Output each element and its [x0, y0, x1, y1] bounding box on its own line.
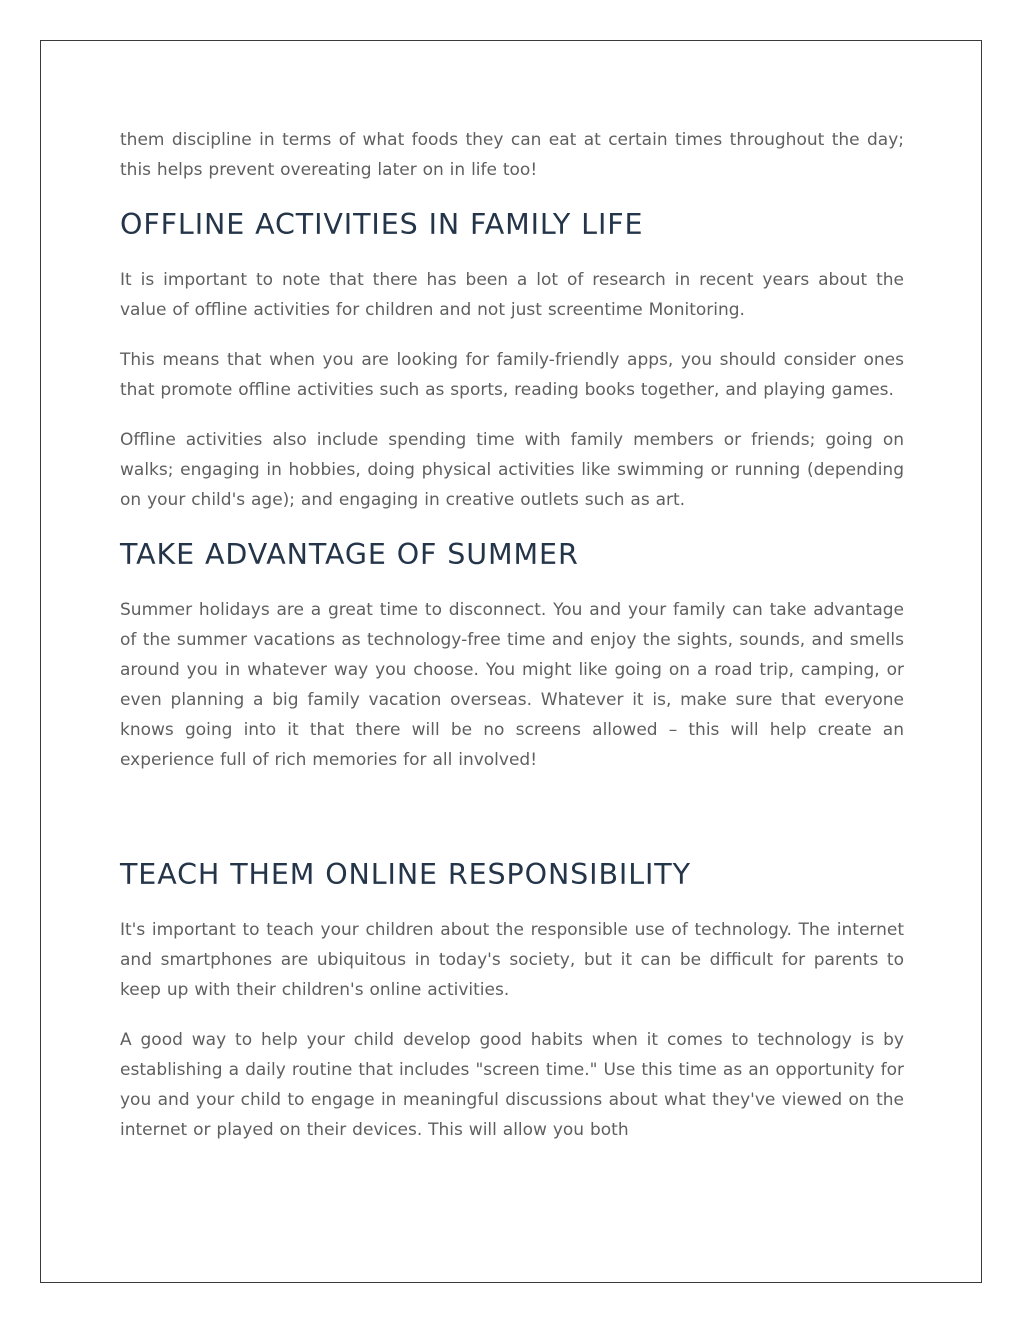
section-heading-summer: TAKE ADVANTAGE OF SUMMER [120, 538, 579, 571]
responsibility-paragraph-2: A good way to help your child develop good habits when it comes to technology is by establishing a daily routine that includes "screen time." Use this time as an opportunity for you and your child to engage in meaningful discussions about what they've viewed on the internet or played on their devices. This will allow you both [120, 1030, 904, 1140]
intro-continuation-paragraph: them discipline in terms of what foods they can eat at certain times throughout the day; this helps prevent overeating later on in life too! [120, 130, 904, 180]
offline-paragraph-2: This means that when you are looking for family-friendly apps, you should consider ones that promote offline activities such as sports, reading books together, and playing games. [120, 350, 904, 400]
section-heading-online-responsibility: TEACH THEM ONLINE RESPONSIBILITY [120, 858, 691, 891]
summer-paragraph-1: Summer holidays are a great time to disconnect. You and your family can take advantage of the summer vacations as technology-free time and enjoy the sights, sounds, and smells around you in whatever way you choose. You might like going on a road trip, camping, or even planning a big family vacation overseas. Whatever it is, make sure that everyone knows going into it that there will be no screens allowed – this will help create an experience full of rich memories for all involved! [120, 600, 904, 770]
section-heading-offline-activities: OFFLINE ACTIVITIES IN FAMILY LIFE [120, 208, 644, 241]
responsibility-paragraph-1: It's important to teach your children about the responsible use of technology. The internet and smartphones are ubiquitous in today's society, but it can be difficult for parents to keep up with their children's online activities. [120, 920, 904, 1000]
offline-paragraph-1: It is important to note that there has been a lot of research in recent years about the value of offline activities for children and not just screentime Monitoring. [120, 270, 904, 320]
offline-paragraph-3: Offline activities also include spending time with family members or friends; going on walks; engaging in hobbies, doing physical activities like swimming or running (depending on your child's age); and engaging in creative outlets such as art. [120, 430, 904, 510]
document-body [120, 125, 904, 1145]
